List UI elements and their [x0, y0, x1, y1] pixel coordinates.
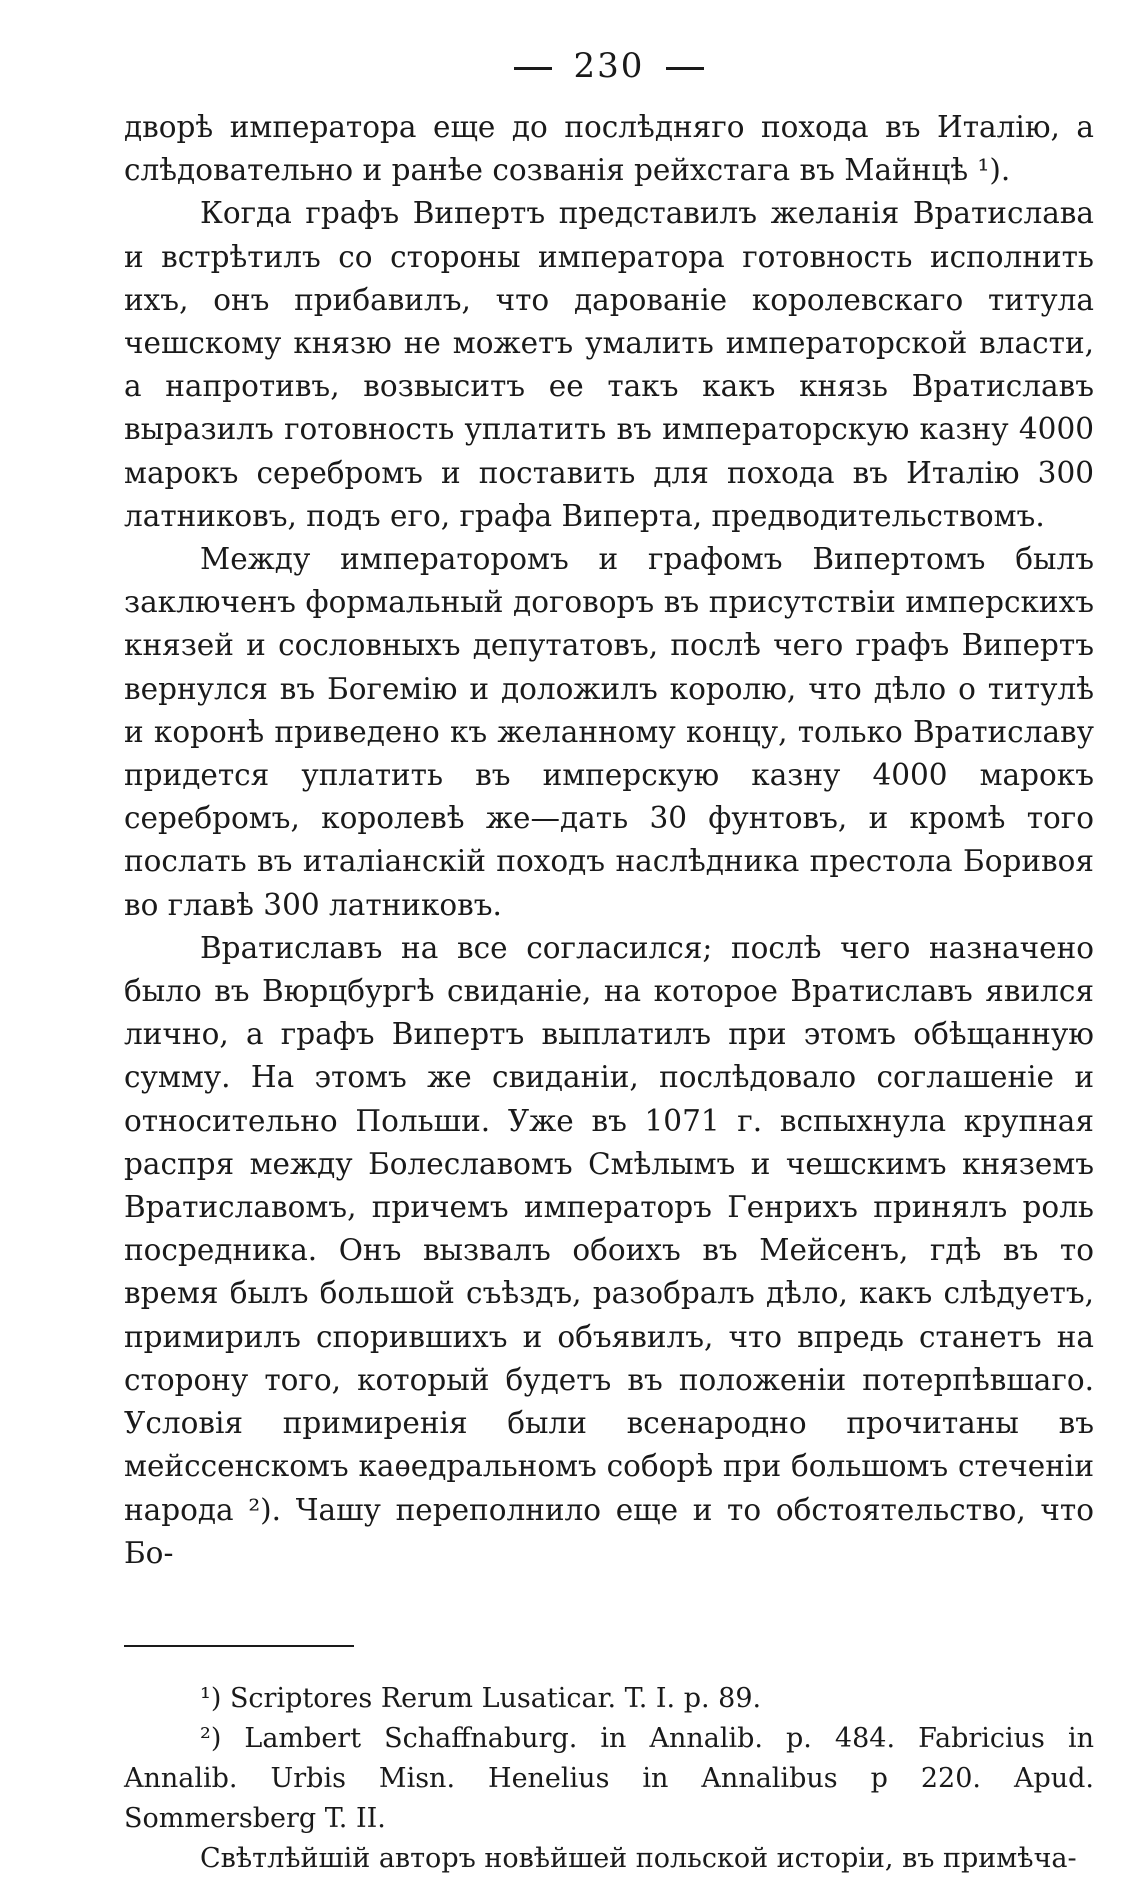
paragraph-4: Вратиславъ на все согласился; послѣ чего назначено было въ Вюрцбургѣ свиданіе, на которое Вратиславъ явился лично, а графъ Випертъ выплатилъ при этомъ обѣщанную сумму. На этомъ же свиданіи, послѣдовало соглашеніе и относительно Польши. Уже въ 1071 г. вспыхнула крупная распря между Болеславомъ Смѣлымъ и чешскимъ княземъ Вратиславомъ, причемъ императоръ Генрихъ принялъ роль посредника. Онъ вызвалъ обоихъ въ Мейсенъ, гдѣ въ то время былъ большой съѣздъ, разобралъ дѣло, какъ слѣдуетъ, примирилъ спорившихъ и объявилъ, что впредь станетъ на сторону того, который будетъ въ положеніи потерпѣвшаго. Условія примиренія были всенародно прочитаны въ мейссенскомъ каѳедральномъ соборѣ при большомъ стеченіи народа ²). Чашу переполнило еще и то обстоятельство, что Бо-: [124, 930, 1094, 1570]
footnote-1: ¹) Scriptores Rerum Lusaticar. T. I. p. 89.: [200, 1682, 762, 1714]
dash-right: [666, 67, 704, 70]
footnotes: [124, 1679, 1094, 1879]
footnote-2: ²) Lambert Schaffnaburg. in Annalib. p. 484. Fabricius in Annalib. Urbis Misn. Henelius in Annalibus p 220. Apud. Sommersberg T. II.: [124, 1722, 1094, 1834]
dash-left: [514, 67, 552, 70]
footnote-divider: [124, 1645, 354, 1647]
paragraph-2: Когда графъ Випертъ представилъ желанія Вратислава и встрѣтилъ со стороны императора готовность исполнить ихъ, онъ прибавилъ, что дарованіе королевскаго титула чешскому князю не можетъ умалить императорской власти, а напротивъ, возвыситъ ее такъ какъ князь Вратиславъ выразилъ готовность уплатить въ императорскую казну 4000 марокъ серебромъ и поставить для похода въ Италію 300 латниковъ, подъ его, графа Виперта, предводительствомъ.: [124, 196, 1094, 533]
document-page: [124, 40, 1094, 1879]
page-number: [124, 40, 1094, 92]
footnote-2-continuation: Свѣтлѣйшій авторъ новѣйшей польской исторіи, въ примѣча-: [200, 1842, 1077, 1874]
page-number-value: 230: [573, 46, 645, 86]
paragraph-3: Между императоромъ и графомъ Випертомъ былъ заключенъ формальный договоръ въ присутствіи имперскихъ князей и сословныхъ депутатовъ, послѣ чего графъ Випертъ вернулся въ Богемію и доложилъ королю, что дѣло о титулѣ и коронѣ приведено къ желанному концу, только Вратиславу придется уплатить въ имперскую казну 4000 марокъ серебромъ, королевѣ же—дать 30 фунтовъ, и кромѣ того послать въ италіанскій походъ наслѣдника престола Боривоя во главѣ 300 латниковъ.: [124, 542, 1094, 922]
paragraph-1: дворѣ императора еще до послѣдняго похода въ Италію, а слѣдовательно и ранѣе созванія рейхстага въ Майнцѣ ¹).: [124, 110, 1094, 188]
body-text: [124, 106, 1094, 1575]
